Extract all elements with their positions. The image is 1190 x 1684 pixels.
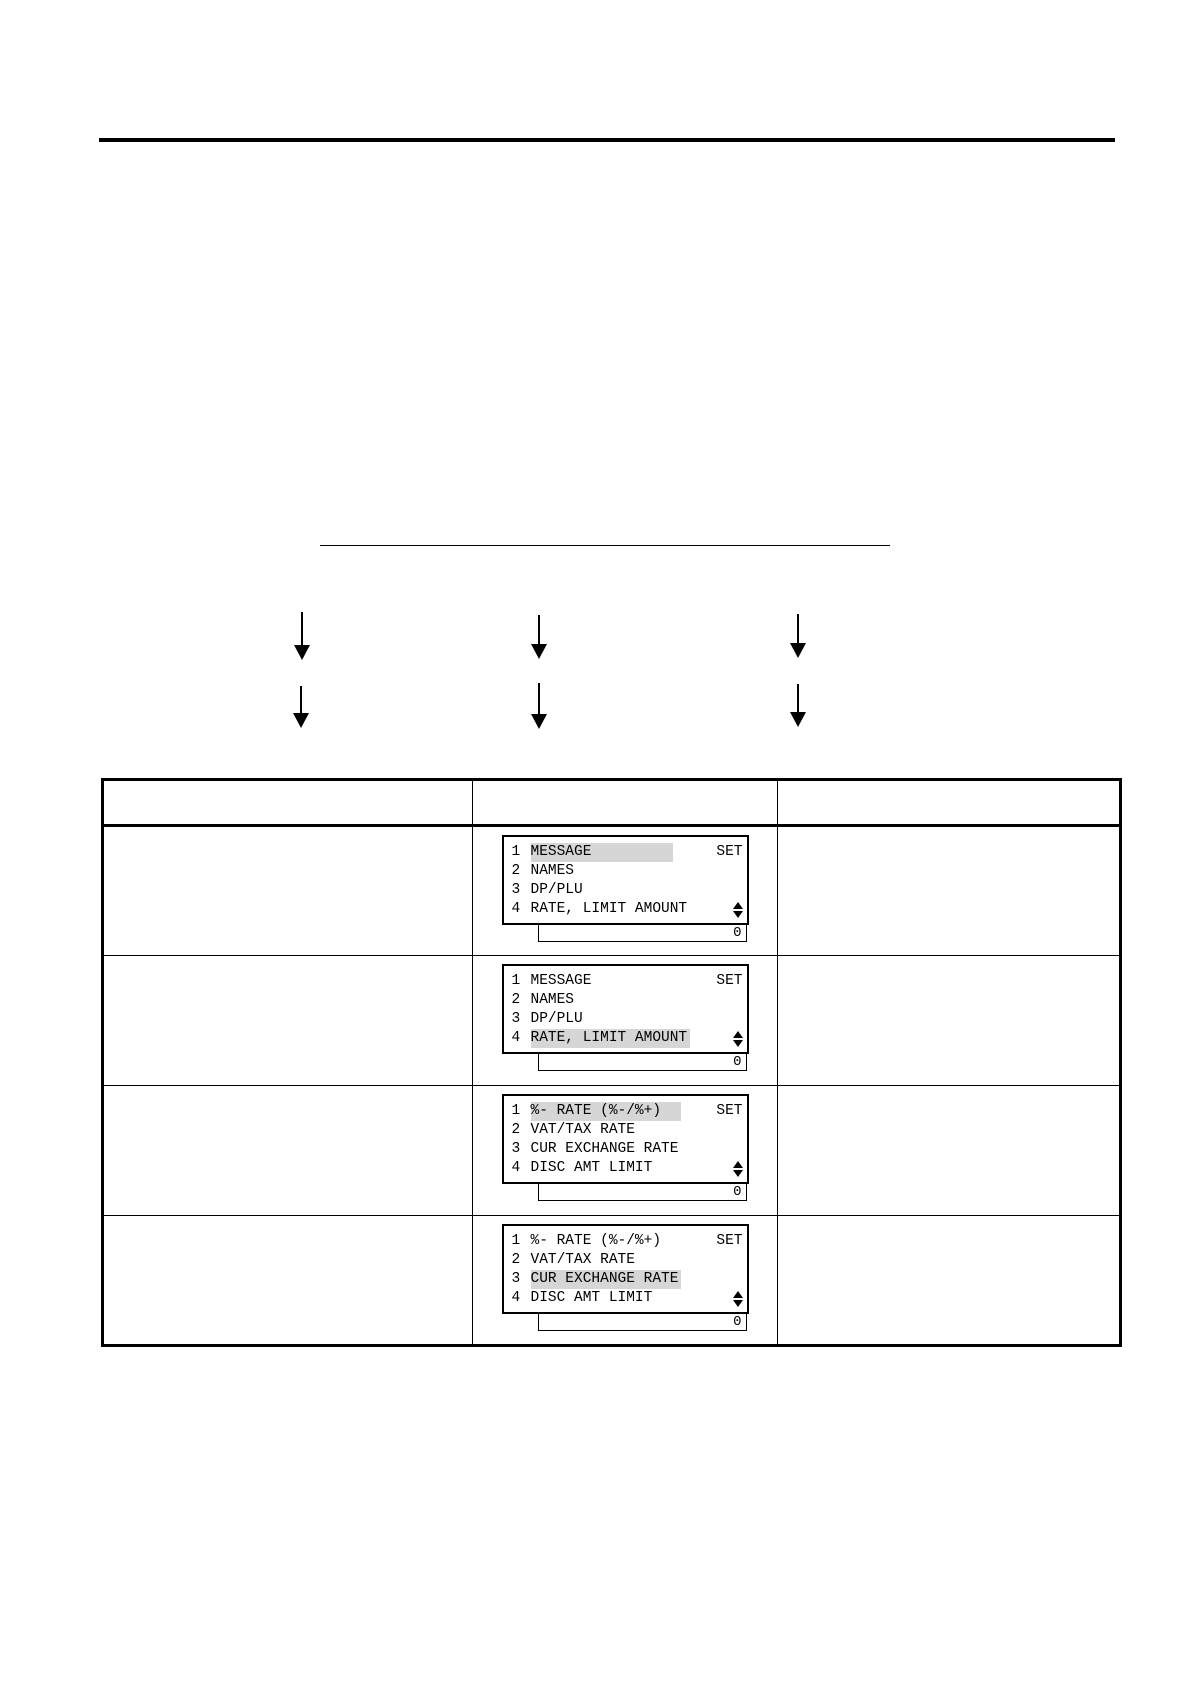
header-operation: [103, 780, 473, 826]
menu-number: 4: [511, 1160, 521, 1176]
lcd-screen: [502, 964, 749, 1077]
menu-label: %- RATE (%-/%+): [530, 1232, 662, 1249]
display-cell: [473, 826, 778, 956]
counter-display: 0: [538, 1184, 747, 1201]
display-cell: [473, 1086, 778, 1216]
menu-label: MESSAGE: [530, 973, 592, 989]
counter-display: 0: [538, 1314, 747, 1331]
menu-line: [512, 900, 691, 919]
menu-label: DP/PLU: [530, 881, 583, 898]
description-cell: [778, 1216, 1121, 1346]
menu-label: CUR EXCHANGE RATE: [530, 1141, 679, 1157]
status-indicator: SET: [716, 1232, 743, 1249]
header-description: [778, 780, 1121, 826]
status-indicator: SET: [716, 1103, 743, 1119]
lcd-screen: [502, 1094, 749, 1207]
display-cell: [473, 956, 778, 1086]
menu-line: [512, 1232, 665, 1251]
menu-label: DISC AMT LIMIT: [530, 1160, 653, 1176]
arrow-row-2: [293, 683, 806, 729]
table-row: [103, 1086, 1121, 1216]
procedure-table: [101, 778, 1122, 1347]
description-cell: [778, 826, 1121, 956]
table-header-row: [103, 780, 1121, 826]
up-down-scroll-icon: [733, 902, 743, 918]
down-arrow-icon: [293, 686, 309, 728]
menu-number: 2: [511, 862, 521, 879]
lcd-screen: [502, 835, 749, 948]
menu-label: CUR EXCHANGE RATE: [531, 1270, 682, 1289]
arrow-row-1: [294, 612, 806, 660]
down-arrow-icon: [790, 684, 806, 727]
menu-number: 4: [511, 1289, 521, 1306]
menu-line: [512, 991, 578, 1010]
menu-line: [512, 1159, 656, 1178]
header-display: [473, 780, 778, 826]
menu-line: [512, 1251, 638, 1270]
down-arrow-icon: [294, 612, 310, 660]
operation-cell: [103, 1216, 473, 1346]
lcd-panel: [502, 1224, 749, 1314]
menu-number: 1: [511, 1232, 521, 1249]
table-row: [103, 826, 1121, 956]
menu-number: 3: [511, 1270, 521, 1287]
lcd-panel: [502, 835, 749, 925]
table-row: [103, 956, 1121, 1086]
menu-line: [512, 1102, 682, 1121]
menu-number: 2: [511, 992, 521, 1008]
down-arrow-icon: [790, 614, 806, 658]
menu-label: DP/PLU: [530, 1011, 583, 1027]
table-row: [103, 1216, 1121, 1346]
operation-cell: [103, 826, 473, 956]
lcd-screen: [502, 1224, 749, 1337]
menu-line: [512, 1121, 638, 1140]
menu-line: [512, 1029, 691, 1048]
menu-number: 4: [511, 1030, 521, 1046]
menu-label: NAMES: [530, 862, 575, 879]
menu-label: RATE, LIMIT AMOUNT: [531, 1029, 691, 1048]
down-arrow-icon: [531, 615, 547, 659]
menu-line: [512, 1270, 682, 1289]
header-rule: [99, 138, 1115, 142]
down-arrow-icon: [531, 683, 547, 729]
menu-number: 2: [511, 1122, 521, 1138]
lcd-panel: [502, 1094, 749, 1184]
menu-label: NAMES: [530, 992, 575, 1008]
menu-number: 1: [511, 1103, 521, 1119]
description-cell: [778, 956, 1121, 1086]
menu-line: [512, 862, 578, 881]
operation-cell: [103, 956, 473, 1086]
section-rule: [320, 545, 890, 546]
menu-line: [512, 1140, 682, 1159]
operation-cell: [103, 1086, 473, 1216]
menu-line: [512, 1289, 656, 1308]
menu-number: 3: [511, 1141, 521, 1157]
menu-label: DISC AMT LIMIT: [530, 1289, 653, 1306]
menu-number: 1: [511, 973, 521, 989]
menu-label: MESSAGE: [531, 843, 673, 862]
menu-label: VAT/TAX RATE: [530, 1251, 635, 1268]
menu-number: 3: [511, 1011, 521, 1027]
menu-number: 4: [511, 900, 521, 917]
menu-number: 3: [511, 881, 521, 898]
menu-label: VAT/TAX RATE: [530, 1122, 635, 1138]
up-down-scroll-icon: [733, 1161, 743, 1177]
menu-label: RATE, LIMIT AMOUNT: [530, 900, 688, 917]
menu-line: [512, 881, 586, 900]
menu-label: %- RATE (%-/%+): [531, 1102, 682, 1121]
description-cell: [778, 1086, 1121, 1216]
display-cell: [473, 1216, 778, 1346]
menu-number: 2: [511, 1251, 521, 1268]
up-down-scroll-icon: [733, 1031, 743, 1047]
menu-line: [512, 1010, 586, 1029]
counter-display: 0: [538, 925, 747, 942]
menu-number: 1: [511, 843, 521, 860]
menu-line: [512, 843, 673, 862]
up-down-scroll-icon: [733, 1291, 743, 1307]
lcd-panel: [502, 964, 749, 1054]
status-indicator: SET: [716, 843, 743, 860]
counter-display: 0: [538, 1054, 747, 1071]
status-indicator: SET: [716, 973, 743, 989]
menu-line: [512, 972, 595, 991]
